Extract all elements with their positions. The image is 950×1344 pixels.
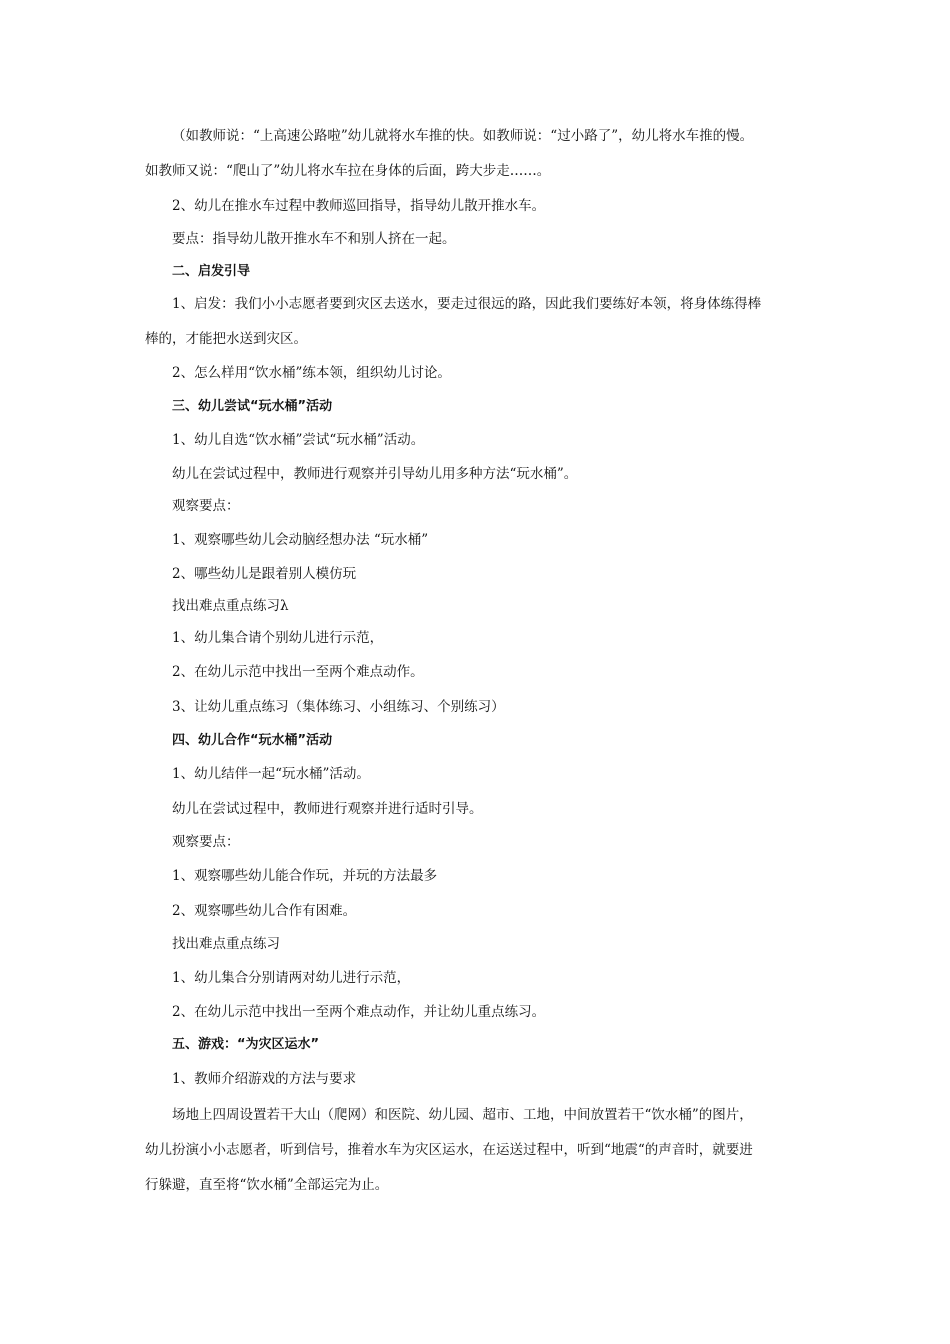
section-heading: 二、启发引导 <box>172 264 251 279</box>
paragraph-line: 1、幼儿集合请个别幼儿进行示范， <box>172 630 384 646</box>
section-heading: 三、幼儿尝试“玩水桶”活动 <box>172 399 333 414</box>
paragraph-line: 1、启发：我们小小志愿者要到灾区去送水，要走过很远的路，因此我们要练好本领，将身体练得棒 <box>172 296 762 312</box>
paragraph-line: 幼儿在尝试过程中，教师进行观察并进行适时引导。 <box>172 801 483 817</box>
paragraph-line: 1、观察哪些幼儿会动脑经想办法 “玩水桶” <box>172 532 429 548</box>
paragraph-line: 1、观察哪些幼儿能合作玩，并玩的方法最多 <box>172 868 438 884</box>
section-heading: 四、幼儿合作“玩水桶”活动 <box>172 733 333 748</box>
paragraph-line: 3、让幼儿重点练习（集体练习、小组练习、个别练习） <box>172 699 505 715</box>
paragraph-line: 找出难点重点练习λ <box>172 598 289 614</box>
paragraph-line: 要点：指导幼儿散开推水车不和别人挤在一起。 <box>172 231 456 247</box>
paragraph-line: 1、幼儿集合分别请两对幼儿进行示范， <box>172 970 411 986</box>
paragraph-line: 1、幼儿自选“饮水桶”尝试“玩水桶”活动。 <box>172 432 425 448</box>
paragraph-line: （如教师说：“上高速公路啦”幼儿就将水车推的快。如教师说：“过小路了”，幼儿将水车推的慢。 <box>172 128 754 144</box>
paragraph-line: 幼儿扮演小小志愿者，听到信号，推着水车为灾区运水，在运送过程中，听到“地震“的声音时，就要进 <box>145 1142 753 1158</box>
paragraph-line: 行躲避，直至将“饮水桶”全部运完为止。 <box>145 1177 389 1193</box>
paragraph-line: 观察要点： <box>172 834 240 850</box>
paragraph-line: 找出难点重点练习 <box>172 936 280 952</box>
paragraph-line: 2、观察哪些幼儿合作有困难。 <box>172 903 357 919</box>
paragraph-line: 2、怎么样用“饮水桶”练本领，组织幼儿讨论。 <box>172 365 451 381</box>
paragraph-line: 观察要点： <box>172 498 240 514</box>
paragraph-line: 1、教师介绍游戏的方法与要求 <box>172 1071 357 1087</box>
paragraph-line: 2、哪些幼儿是跟着别人模仿玩 <box>172 566 357 582</box>
paragraph-line: 1、幼儿结伴一起“玩水桶”活动。 <box>172 766 370 782</box>
paragraph-line: 棒的，才能把水送到灾区。 <box>145 331 307 347</box>
paragraph-line: 如教师又说：“爬山了”幼儿将水车拉在身体的后面，跨大步走……。 <box>145 163 551 179</box>
paragraph-line: 2、在幼儿示范中找出一至两个难点动作，并让幼儿重点练习。 <box>172 1004 546 1020</box>
paragraph-line: 幼儿在尝试过程中，教师进行观察并引导幼儿用多种方法“玩水桶”。 <box>172 466 578 482</box>
paragraph-line: 2、幼儿在推水车过程中教师巡回指导，指导幼儿散开推水车。 <box>172 198 546 214</box>
paragraph-line: 场地上四周设置若干大山（爬网）和医院、幼儿园、超市、工地，中间放置若干“饮水桶”的图片， <box>172 1107 753 1123</box>
section-heading: 五、游戏：“为灾区运水” <box>172 1037 320 1052</box>
paragraph-line: 2、在幼儿示范中找出一至两个难点动作。 <box>172 664 424 680</box>
